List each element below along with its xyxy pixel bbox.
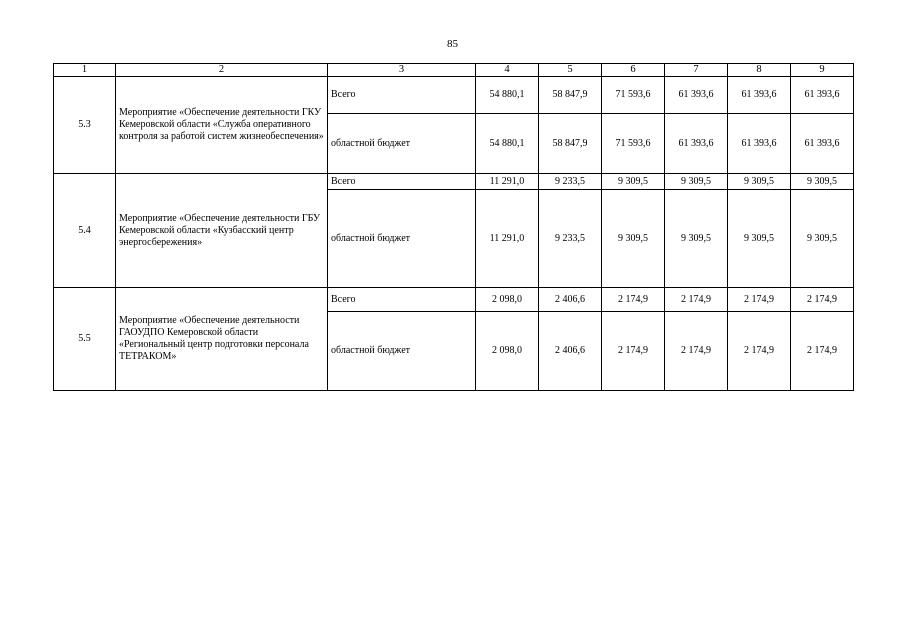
row-description: Мероприятие «Обеспечение деятельности ГБУ Кемеровской области «Кузбасский центр энергосбережения» [116, 174, 328, 288]
table-cell: 71 593,6 [602, 114, 665, 174]
table-cell: 2 406,6 [539, 288, 602, 312]
table-cell: 2 174,9 [728, 312, 791, 391]
table-cell: 9 309,5 [791, 174, 854, 190]
column-header: 4 [476, 64, 539, 77]
table-cell: 54 880,1 [476, 114, 539, 174]
table-cell: 9 233,5 [539, 174, 602, 190]
table-cell: 2 098,0 [476, 288, 539, 312]
table-cell: 9 309,5 [791, 190, 854, 288]
column-header: 5 [539, 64, 602, 77]
table-row [54, 77, 854, 114]
table-cell: 61 393,6 [665, 77, 728, 114]
table-row [54, 174, 854, 190]
table-cell: 11 291,0 [476, 174, 539, 190]
table-row [54, 288, 854, 312]
table-cell: 9 309,5 [728, 190, 791, 288]
table-cell: 61 393,6 [728, 114, 791, 174]
table-cell: 2 174,9 [602, 288, 665, 312]
table-cell: 9 309,5 [665, 190, 728, 288]
table-cell: 9 233,5 [539, 190, 602, 288]
table-cell: 2 174,9 [728, 288, 791, 312]
column-header: 8 [728, 64, 791, 77]
row-number: 5.5 [54, 288, 116, 391]
row-number: 5.4 [54, 174, 116, 288]
table-header-row [54, 64, 854, 77]
table-cell: 61 393,6 [665, 114, 728, 174]
table-cell: 2 174,9 [665, 312, 728, 391]
table-cell: 61 393,6 [791, 114, 854, 174]
table-cell: 9 309,5 [728, 174, 791, 190]
table-cell: 61 393,6 [791, 77, 854, 114]
table-cell: 58 847,9 [539, 77, 602, 114]
page-number: 85 [447, 38, 458, 50]
column-header: 7 [665, 64, 728, 77]
column-header: 3 [328, 64, 476, 77]
funding-source: областной бюджет [328, 312, 476, 391]
funding-source: областной бюджет [328, 114, 476, 174]
table-cell: 11 291,0 [476, 190, 539, 288]
row-description: Мероприятие «Обеспечение деятельности ГАОУДПО Кемеровской области «Региональный центр подготовки персонала ТЕТРАКОМ» [116, 288, 328, 391]
table-cell: 58 847,9 [539, 114, 602, 174]
table-cell: 2 174,9 [602, 312, 665, 391]
table-cell: 9 309,5 [665, 174, 728, 190]
column-header: 1 [54, 64, 116, 77]
funding-source: Всего [328, 174, 476, 190]
column-header: 2 [116, 64, 328, 77]
table-cell: 2 174,9 [791, 288, 854, 312]
column-header: 6 [602, 64, 665, 77]
column-header: 9 [791, 64, 854, 77]
table-cell: 9 309,5 [602, 174, 665, 190]
table-cell: 9 309,5 [602, 190, 665, 288]
budget-table [53, 63, 854, 391]
table-cell: 61 393,6 [728, 77, 791, 114]
table-cell: 54 880,1 [476, 77, 539, 114]
table-cell: 2 174,9 [791, 312, 854, 391]
row-description: Мероприятие «Обеспечение деятельности ГКУ Кемеровской области «Служба оперативного контроля за работой систем жизнеобеспечения» [116, 77, 328, 174]
table-cell: 2 406,6 [539, 312, 602, 391]
row-number: 5.3 [54, 77, 116, 174]
table-cell: 71 593,6 [602, 77, 665, 114]
funding-source: Всего [328, 77, 476, 114]
funding-source: Всего [328, 288, 476, 312]
table-cell: 2 174,9 [665, 288, 728, 312]
funding-source: областной бюджет [328, 190, 476, 288]
table-cell: 2 098,0 [476, 312, 539, 391]
